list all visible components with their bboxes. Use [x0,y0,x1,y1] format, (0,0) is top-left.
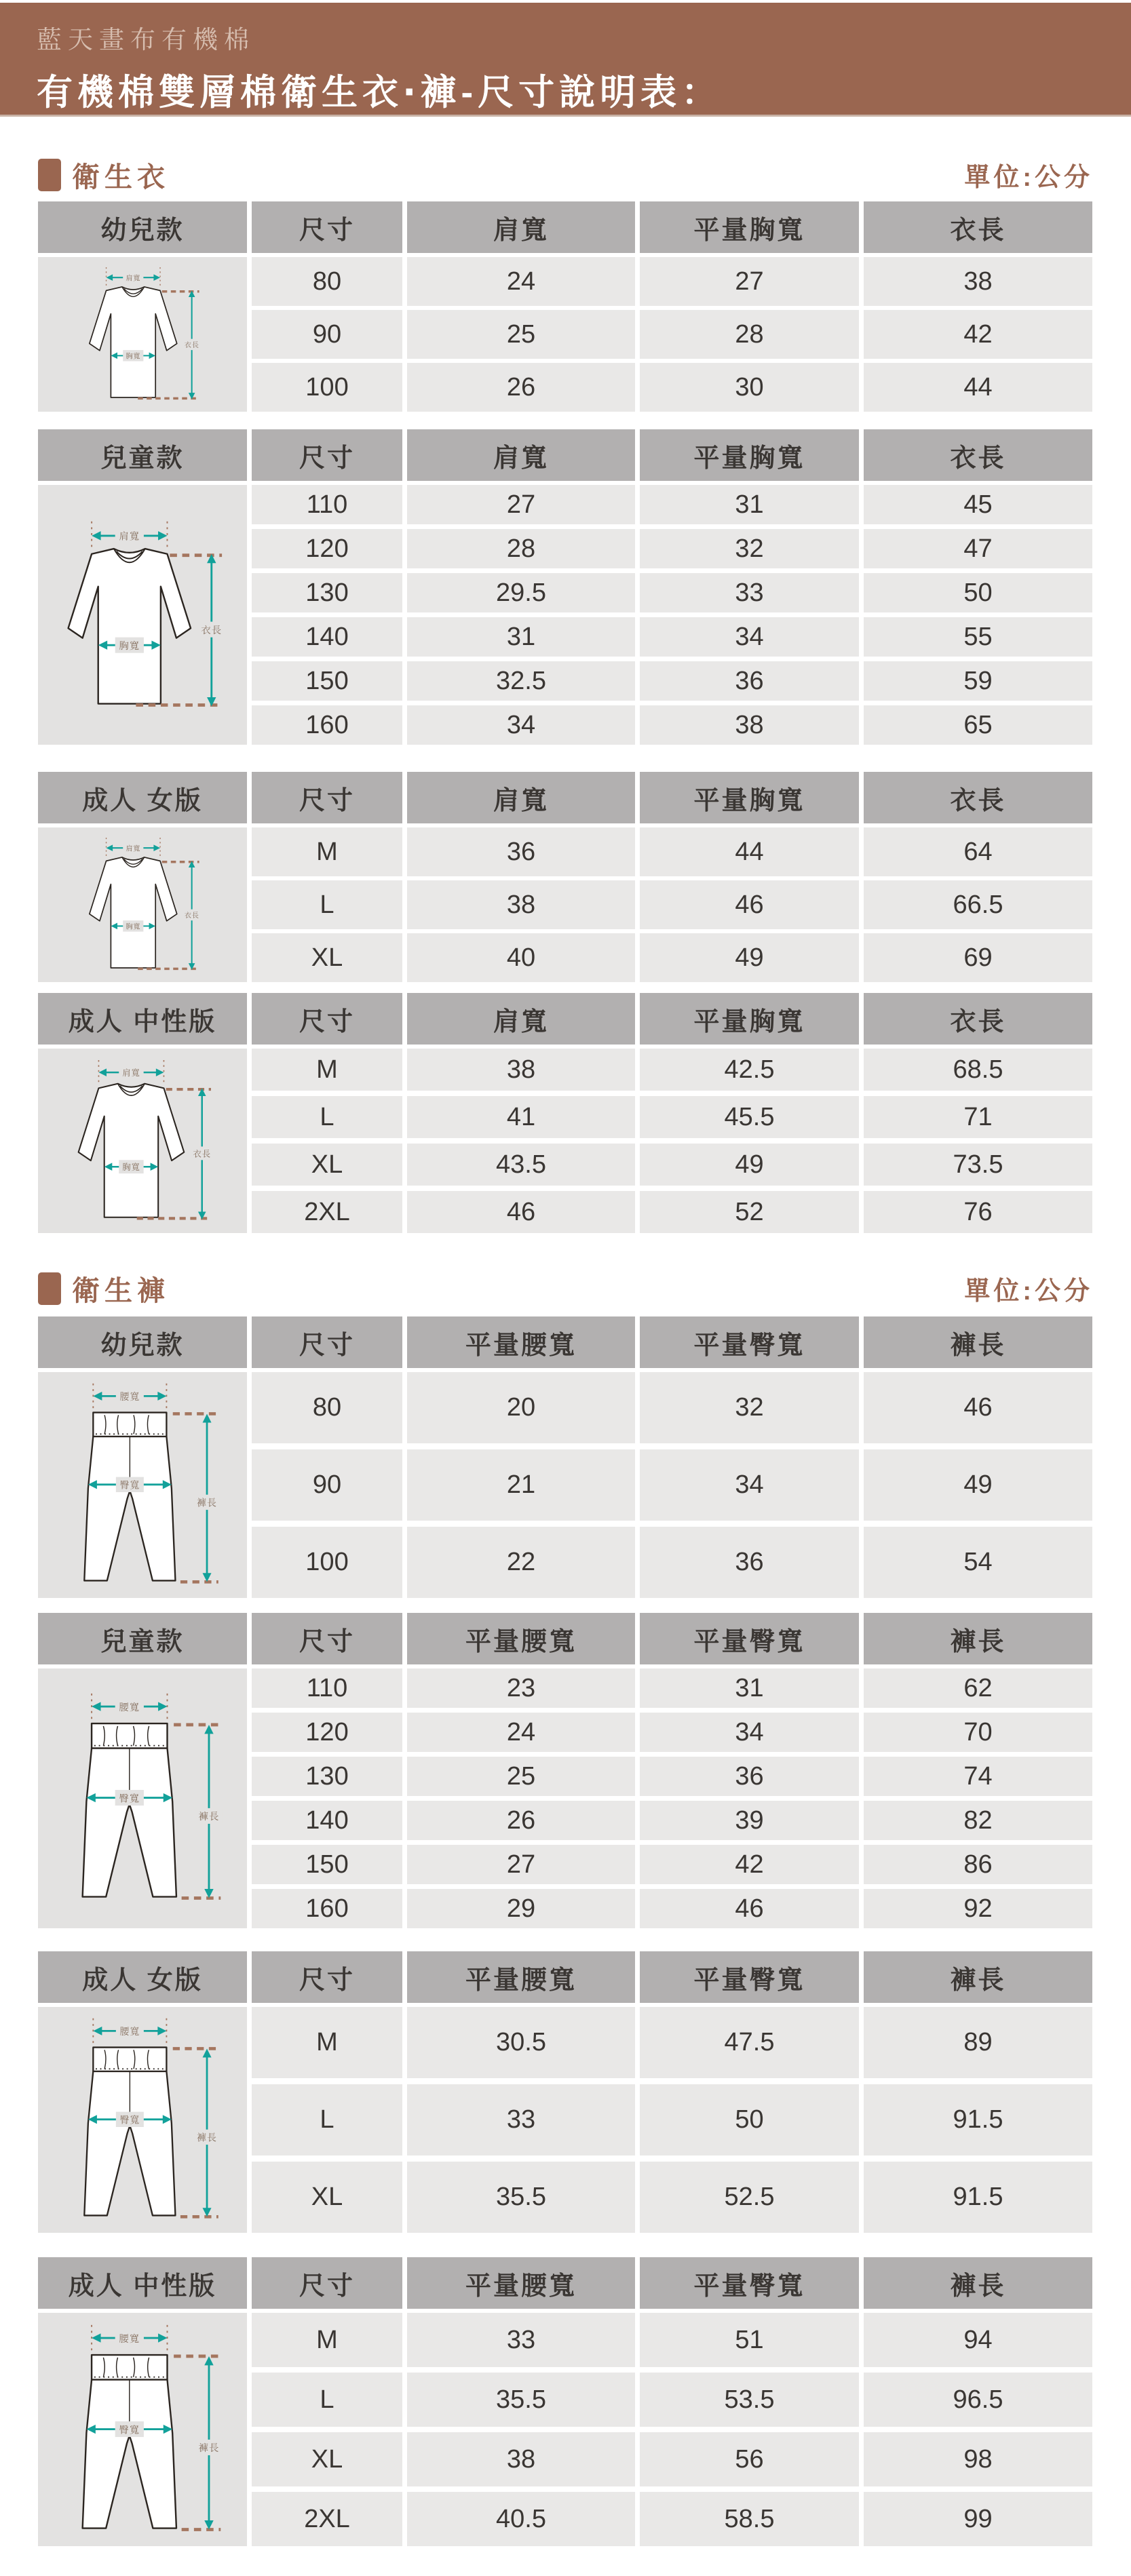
size-cell: 40 [407,933,635,982]
measure-label: 臀寬 [119,1479,140,1491]
table-category: 兒童款 [38,1613,247,1664]
size-cell: 110 [252,1668,402,1708]
col-header: 肩寬 [407,201,635,253]
size-cell: 100 [252,1527,402,1598]
col-header: 平量胸寬 [640,201,859,253]
col-header: 褲長 [864,1316,1092,1368]
measure-label: 胸寬 [122,1163,140,1173]
pants-diagram [58,1381,227,1589]
table-pants-women [38,1951,1092,2233]
section-title: 衛生褲 [72,1275,170,1306]
size-cell: 31 [640,485,859,524]
size-cell: 120 [252,1713,402,1752]
pants-diagram [58,2322,227,2537]
shirt-diagram [58,265,227,404]
table-shirt-unisex [38,993,1092,1233]
size-cell: 90 [252,1449,402,1521]
size-cell: 33 [407,2313,635,2367]
table-header-row [38,772,1092,823]
table-shirt-women [38,772,1092,982]
size-cell: 21 [407,1449,635,1521]
size-cell: 28 [407,529,635,568]
size-cell: 80 [252,257,402,306]
col-header: 肩寬 [407,772,635,823]
size-cell: 34 [640,617,859,657]
col-header: 衣長 [864,772,1092,823]
size-cell: 2XL [252,1191,402,1233]
col-header: 平量腰寬 [407,1951,635,2003]
col-header: 平量腰寬 [407,1316,635,1368]
size-cell: 26 [407,1801,635,1840]
size-cell: M [252,827,402,876]
measure-label: 腰寬 [119,1702,140,1713]
measure-label: 衣長 [193,1149,211,1159]
size-cell: 24 [407,257,635,306]
table-body [38,257,1092,412]
size-cell: 38 [407,2432,635,2486]
size-cell: 68.5 [864,1049,1092,1091]
size-cell: M [252,2007,402,2078]
table-header-row [38,1951,1092,2003]
size-cell: 43.5 [407,1144,635,1186]
size-cell: 30.5 [407,2007,635,2078]
table-body [38,1049,1092,1233]
size-cell: 35.5 [407,2162,635,2233]
table-body [38,1372,1092,1598]
shirt-diagram [58,1057,227,1225]
size-cell: 47 [864,529,1092,568]
size-cell: 82 [864,1801,1092,1840]
measure-label: 臀寬 [119,2424,140,2436]
size-cell: 50 [864,573,1092,612]
section-header-pants [38,1268,1093,1308]
size-cell: 23 [407,1668,635,1708]
size-cell: 69 [864,933,1092,982]
size-cell: 24 [407,1713,635,1752]
size-cell: 28 [640,310,859,359]
unit-label: 單位:公分 [964,1277,1093,1306]
size-cell: M [252,1049,402,1091]
col-header: 衣長 [864,993,1092,1045]
size-cell: 94 [864,2313,1092,2367]
col-header: 平量臀寬 [640,2257,859,2309]
size-cell: 34 [640,1449,859,1521]
table-header-row [38,993,1092,1045]
col-header: 肩寬 [407,429,635,481]
size-cell: 76 [864,1191,1092,1233]
size-cell: 92 [864,1889,1092,1928]
measure-label: 臀寬 [119,2114,140,2126]
unit-label: 單位:公分 [964,163,1093,192]
size-cell: 20 [407,1372,635,1443]
size-cell: 99 [864,2492,1092,2546]
size-cell: L [252,1096,402,1138]
shirt-diagram [58,518,227,713]
size-cell: 46 [407,1191,635,1233]
size-cell: 36 [640,1757,859,1796]
col-header: 衣長 [864,201,1092,253]
size-cell: 54 [864,1527,1092,1598]
measure-label: 腰寬 [119,2333,140,2345]
size-cell: 38 [407,1049,635,1091]
size-cell: 91.5 [864,2162,1092,2233]
col-header: 衣長 [864,429,1092,481]
size-cell: 130 [252,573,402,612]
pants-diagram [58,1691,227,1906]
size-cell: 31 [640,1668,859,1708]
garment-illustration [38,2007,247,2233]
size-cell: 56 [640,2432,859,2486]
size-cell: 59 [864,661,1092,701]
size-cell: 33 [640,573,859,612]
size-cell: 160 [252,1889,402,1928]
size-cell: 100 [252,363,402,412]
size-cell: 140 [252,617,402,657]
size-cell: 27 [407,1845,635,1884]
size-cell: 40.5 [407,2492,635,2546]
col-header: 尺寸 [252,1951,402,2003]
size-cell: 42 [640,1845,859,1884]
size-cell: 27 [640,257,859,306]
measure-label: 腰寬 [119,2025,140,2037]
size-cell: 49 [864,1449,1092,1521]
brand-name: 藍天畫布有機棉 [37,26,255,54]
size-cell: 74 [864,1757,1092,1796]
table-body [38,485,1092,745]
size-cell: 29.5 [407,573,635,612]
measure-label: 肩寬 [119,531,140,543]
measure-label: 褲長 [197,1497,217,1508]
measure-label: 腰寬 [119,1390,140,1402]
size-cell: 44 [864,363,1092,412]
col-header: 平量胸寬 [640,993,859,1045]
table-category: 成人 中性版 [38,2257,247,2309]
size-cell: 31 [407,617,635,657]
measure-label: 胸寬 [119,640,140,652]
size-cell: 22 [407,1527,635,1598]
section-header-tops [38,155,1093,195]
size-cell: 2XL [252,2492,402,2546]
size-cell: 65 [864,705,1092,745]
size-cell: 44 [640,827,859,876]
brand-banner [0,3,1131,117]
size-cell: XL [252,933,402,982]
size-cell: 49 [640,1144,859,1186]
measure-label: 胸寬 [126,923,141,931]
size-cell: 38 [407,880,635,929]
size-cell: 26 [407,363,635,412]
size-cell: 80 [252,1372,402,1443]
size-cell: 64 [864,827,1092,876]
col-header: 尺寸 [252,1613,402,1664]
size-cell: 46 [640,1889,859,1928]
size-cell: 39 [640,1801,859,1840]
col-header: 平量腰寬 [407,2257,635,2309]
size-cell: 38 [640,705,859,745]
table-pants-kids [38,1613,1092,1928]
section-marker-icon [38,159,61,191]
col-header: 平量臀寬 [640,1613,859,1664]
col-header: 尺寸 [252,772,402,823]
col-header: 褲長 [864,2257,1092,2309]
garment-illustration [38,485,247,745]
col-header: 褲長 [864,1951,1092,2003]
size-cell: 42 [864,310,1092,359]
size-cell: 89 [864,2007,1092,2078]
garment-illustration [38,2313,247,2546]
table-body [38,827,1092,982]
size-cell: 90 [252,310,402,359]
size-cell: 52.5 [640,2162,859,2233]
size-cell: 25 [407,1757,635,1796]
size-cell: L [252,880,402,929]
col-header: 平量胸寬 [640,772,859,823]
size-cell: 29 [407,1889,635,1928]
section-marker-icon [38,1272,61,1305]
size-cell: 25 [407,310,635,359]
section-title: 衛生衣 [72,161,170,193]
size-cell: 47.5 [640,2007,859,2078]
measure-label: 胸寬 [126,353,141,361]
table-category: 成人 女版 [38,1951,247,2003]
size-cell: 58.5 [640,2492,859,2546]
size-cell: 53.5 [640,2373,859,2427]
size-cell: 36 [407,827,635,876]
size-cell: 71 [864,1096,1092,1138]
garment-illustration [38,1049,247,1233]
size-cell: 34 [640,1713,859,1752]
size-cell: 36 [640,661,859,701]
col-header: 平量胸寬 [640,429,859,481]
size-cell: 45 [864,485,1092,524]
shirt-diagram [58,835,227,975]
size-cell: M [252,2313,402,2367]
table-pants-toddler [38,1316,1092,1598]
size-cell: XL [252,2432,402,2486]
table-header-row [38,429,1092,481]
col-header: 尺寸 [252,1316,402,1368]
size-cell: 45.5 [640,1096,859,1138]
size-cell: 52 [640,1191,859,1233]
measure-label: 褲長 [197,2132,217,2143]
size-cell: 32 [640,529,859,568]
size-cell: 98 [864,2432,1092,2486]
size-cell: XL [252,1144,402,1186]
col-header: 褲長 [864,1613,1092,1664]
col-header: 尺寸 [252,993,402,1045]
table-shirt-kids [38,429,1092,745]
size-cell: 96.5 [864,2373,1092,2427]
col-header: 尺寸 [252,201,402,253]
size-cell: 36 [640,1527,859,1598]
measure-label: 肩寬 [126,275,141,283]
page-title: 有機棉雙層棉衛生衣‧褲-尺寸說明表： [37,73,723,113]
table-header-row [38,1613,1092,1664]
col-header: 平量臀寬 [640,1316,859,1368]
col-header: 尺寸 [252,429,402,481]
size-cell: 130 [252,1757,402,1796]
garment-illustration [38,827,247,982]
col-header: 肩寬 [407,993,635,1045]
size-cell: 86 [864,1845,1092,1884]
size-cell: L [252,2084,402,2155]
measure-label: 肩寬 [122,1068,140,1078]
measure-label: 褲長 [198,2442,220,2454]
size-cell: 50 [640,2084,859,2155]
size-cell: 55 [864,617,1092,657]
size-cell: 110 [252,485,402,524]
col-header: 平量臀寬 [640,1951,859,2003]
size-cell: 91.5 [864,2084,1092,2155]
garment-illustration [38,1372,247,1598]
size-cell: 38 [864,257,1092,306]
table-category: 成人 女版 [38,772,247,823]
table-body [38,2313,1092,2546]
col-header: 尺寸 [252,2257,402,2309]
size-cell: 70 [864,1713,1092,1752]
size-cell: L [252,2373,402,2427]
table-header-row [38,2257,1092,2309]
table-body [38,2007,1092,2233]
table-header-row [38,201,1092,253]
table-category: 幼兒款 [38,1316,247,1368]
size-cell: 35.5 [407,2373,635,2427]
size-cell: 140 [252,1801,402,1840]
table-category: 幼兒款 [38,201,247,253]
table-header-row [38,1316,1092,1368]
table-body [38,1668,1092,1928]
size-cell: 46 [640,880,859,929]
measure-label: 衣長 [184,342,199,350]
measure-label: 臀寬 [119,1793,140,1805]
size-cell: 150 [252,661,402,701]
pants-diagram [58,2016,227,2224]
size-cell: 62 [864,1668,1092,1708]
table-shirt-toddler [38,201,1092,412]
size-cell: 32.5 [407,661,635,701]
table-pants-unisex [38,2257,1092,2546]
size-cell: 51 [640,2313,859,2367]
size-cell: 49 [640,933,859,982]
garment-illustration [38,257,247,412]
size-cell: XL [252,2162,402,2233]
size-cell: 30 [640,363,859,412]
size-cell: 46 [864,1372,1092,1443]
table-category: 成人 中性版 [38,993,247,1045]
size-cell: 160 [252,705,402,745]
size-cell: 150 [252,1845,402,1884]
size-cell: 66.5 [864,880,1092,929]
size-cell: 27 [407,485,635,524]
measure-label: 衣長 [184,912,199,920]
size-cell: 41 [407,1096,635,1138]
size-cell: 73.5 [864,1144,1092,1186]
measure-label: 衣長 [201,625,223,636]
table-category: 兒童款 [38,429,247,481]
garment-illustration [38,1668,247,1928]
size-cell: 32 [640,1372,859,1443]
size-cell: 33 [407,2084,635,2155]
col-header: 平量腰寬 [407,1613,635,1664]
size-cell: 34 [407,705,635,745]
measure-label: 褲長 [198,1812,220,1823]
size-cell: 42.5 [640,1049,859,1091]
size-cell: 120 [252,529,402,568]
measure-label: 肩寬 [126,845,141,853]
